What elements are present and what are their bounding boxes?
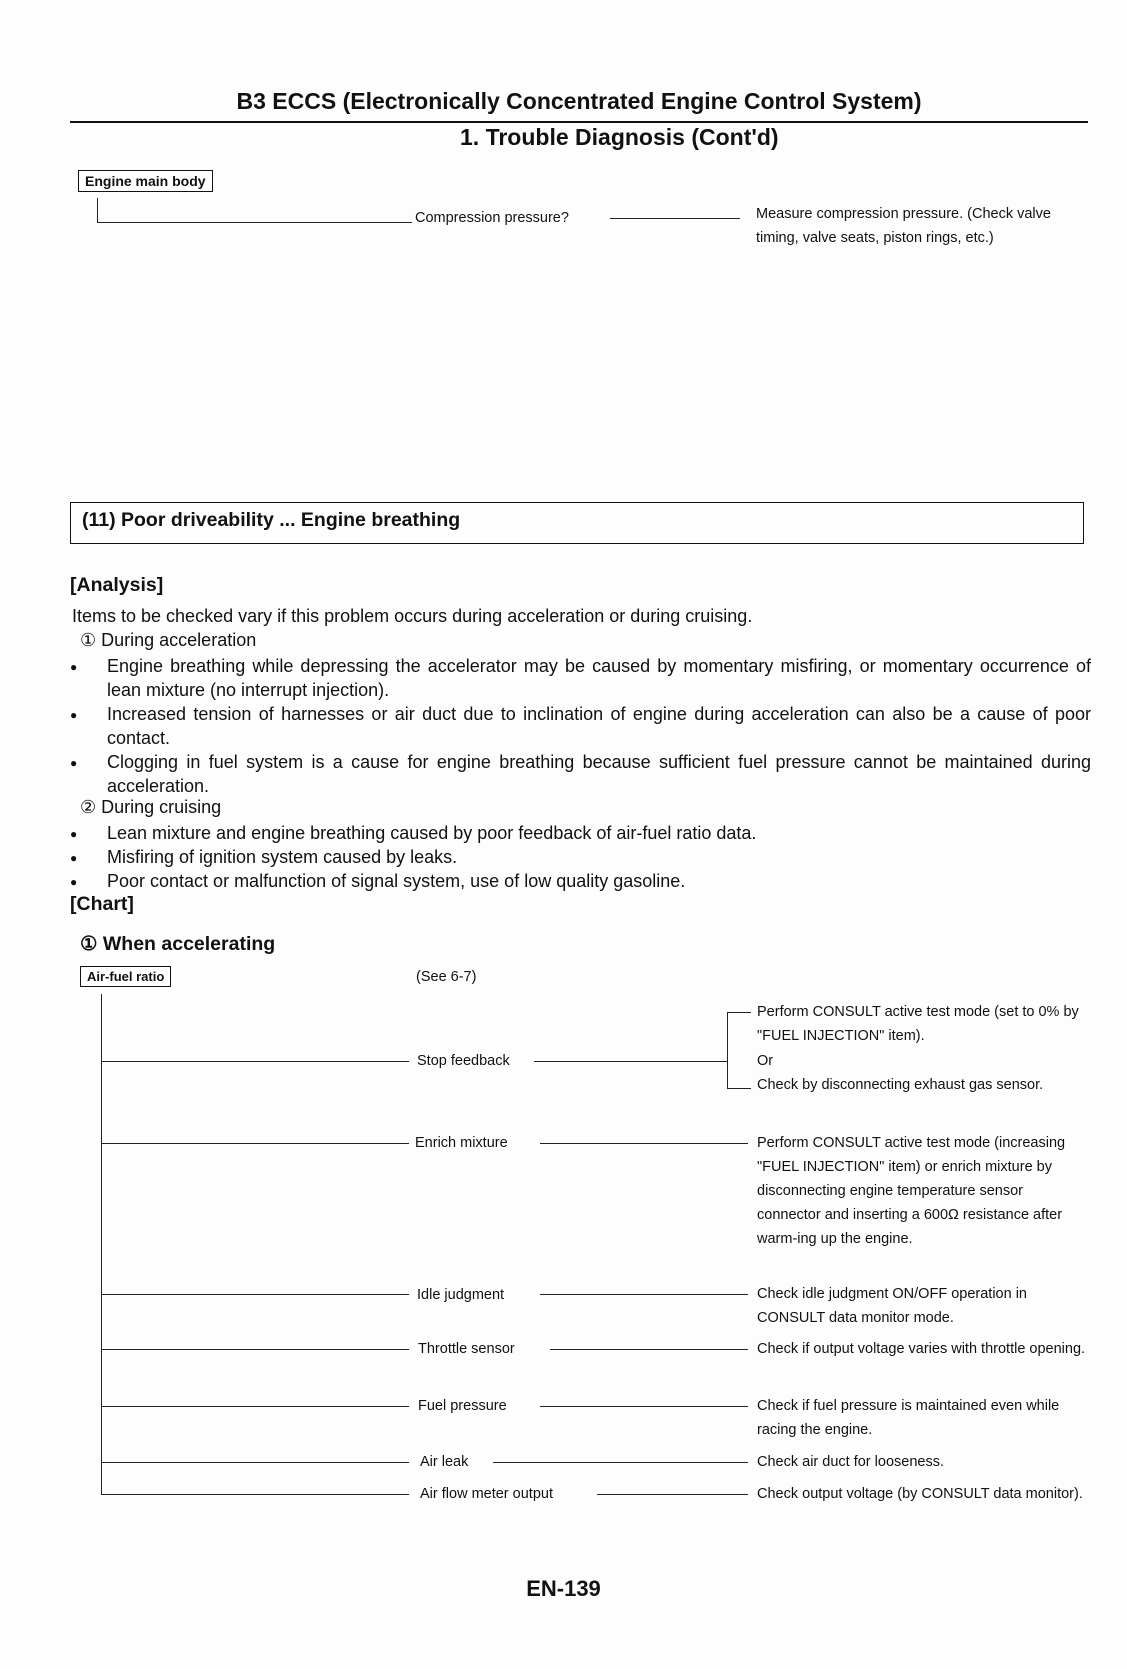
connector-line — [101, 1349, 409, 1350]
bullet-icon: ● — [70, 756, 78, 770]
section-title: (11) Poor driveability ... Engine breathing — [82, 509, 461, 531]
see-reference: (See 6-7) — [416, 969, 477, 985]
connector-line — [101, 1061, 409, 1062]
chart-or: Or — [757, 1053, 774, 1069]
chart-check: Check air duct for looseness. — [757, 1454, 944, 1470]
air-fuel-ratio-box: Air-fuel ratio — [80, 966, 171, 987]
analysis-intro: Items to be checked vary if this problem occurs during acceleration or during cruising. — [72, 606, 753, 626]
connector-line — [493, 1462, 748, 1463]
chart-check: Perform CONSULT active test mode (increasing "FUEL INJECTION" item) or enrich mixture by disconnecting engine temperature sensor connector and inserting a 600Ω resistance after warm-ing up the engine. — [757, 1135, 1066, 1247]
chart-item: Air flow meter output — [420, 1486, 553, 1502]
connector-line — [101, 1143, 409, 1144]
connector-line — [727, 1088, 751, 1089]
list-item: Clogging in fuel system is a cause for engine breathing because sufficient fuel pressure cannot be maintained during acceleration. — [107, 752, 1091, 796]
connector-line — [727, 1012, 751, 1013]
connector-line — [540, 1143, 748, 1144]
connector-line — [101, 1494, 409, 1495]
chart-item: Throttle sensor — [418, 1341, 515, 1357]
connector-line — [101, 1462, 409, 1463]
engine-main-body-box: Engine main body — [78, 170, 213, 192]
chart-check: Check by disconnecting exhaust gas sensor. — [757, 1077, 1044, 1093]
analysis-heading: [Analysis] — [70, 574, 164, 596]
chart-check: Check idle judgment ON/OFF operation in CONSULT data monitor mode. — [757, 1286, 1027, 1326]
connector-line — [97, 222, 412, 223]
connector-line — [597, 1494, 748, 1495]
chart-item: Idle judgment — [417, 1287, 505, 1303]
acceleration-label: ① During acceleration — [80, 630, 257, 650]
chart-check: Check output voltage (by CONSULT data monitor). — [757, 1486, 1083, 1502]
chart-subheading: ① When accelerating — [80, 933, 276, 955]
connector-line — [540, 1406, 748, 1407]
chart-item: Enrich mixture — [415, 1135, 508, 1151]
option-bracket-line — [727, 1012, 728, 1088]
connector-line — [97, 198, 98, 222]
cruising-label: ② During cruising — [80, 797, 222, 817]
bullet-icon: ● — [70, 708, 78, 722]
list-item: Poor contact or malfunction of signal system, use of low quality gasoline. — [107, 871, 686, 891]
connector-line — [101, 1294, 409, 1295]
page-number: EN-139 — [526, 1576, 601, 1601]
bullet-icon: ● — [70, 875, 78, 889]
list-item: Engine breathing while depressing the accelerator may be caused by momentary misfiring, or momentary occurrence of lean mixture (no interrupt injection). — [107, 656, 1091, 700]
compression-check: Measure compression pressure. (Check valve timing, valve seats, piston rings, etc.) — [756, 206, 1051, 246]
bullet-icon: ● — [70, 827, 78, 841]
title-rule — [70, 121, 1088, 123]
compression-item: Compression pressure? — [415, 210, 569, 226]
chart-check: Perform CONSULT active test mode (set to 0% by "FUEL INJECTION" item). — [757, 1004, 1079, 1044]
list-item: Lean mixture and engine breathing caused by poor feedback of air-fuel ratio data. — [107, 823, 757, 843]
chart-item: Air leak — [420, 1454, 469, 1470]
bullet-icon: ● — [70, 660, 78, 674]
chart-check: Check if output voltage varies with throttle opening. — [757, 1341, 1086, 1357]
list-item: Increased tension of harnesses or air duct due to inclination of engine during acceleration can also be a cause of poor contact. — [107, 704, 1091, 748]
bullet-icon: ● — [70, 851, 78, 865]
chart-item: Fuel pressure — [418, 1398, 507, 1414]
connector-line — [534, 1061, 727, 1062]
chart-heading: [Chart] — [70, 893, 134, 915]
connector-line — [540, 1294, 748, 1295]
page-title: B3 ECCS (Electronically Concentrated Engine Control System) — [236, 88, 922, 114]
connector-line — [550, 1349, 748, 1350]
list-item: Misfiring of ignition system caused by leaks. — [107, 847, 458, 867]
chart-check: Check if fuel pressure is maintained even while racing the engine. — [757, 1398, 1060, 1438]
chart-item: Stop feedback — [417, 1053, 510, 1069]
page-subtitle: 1. Trouble Diagnosis (Cont'd) — [460, 124, 779, 150]
connector-line — [101, 1406, 409, 1407]
connector-line — [610, 218, 740, 219]
chart-trunk-line — [101, 994, 102, 1494]
